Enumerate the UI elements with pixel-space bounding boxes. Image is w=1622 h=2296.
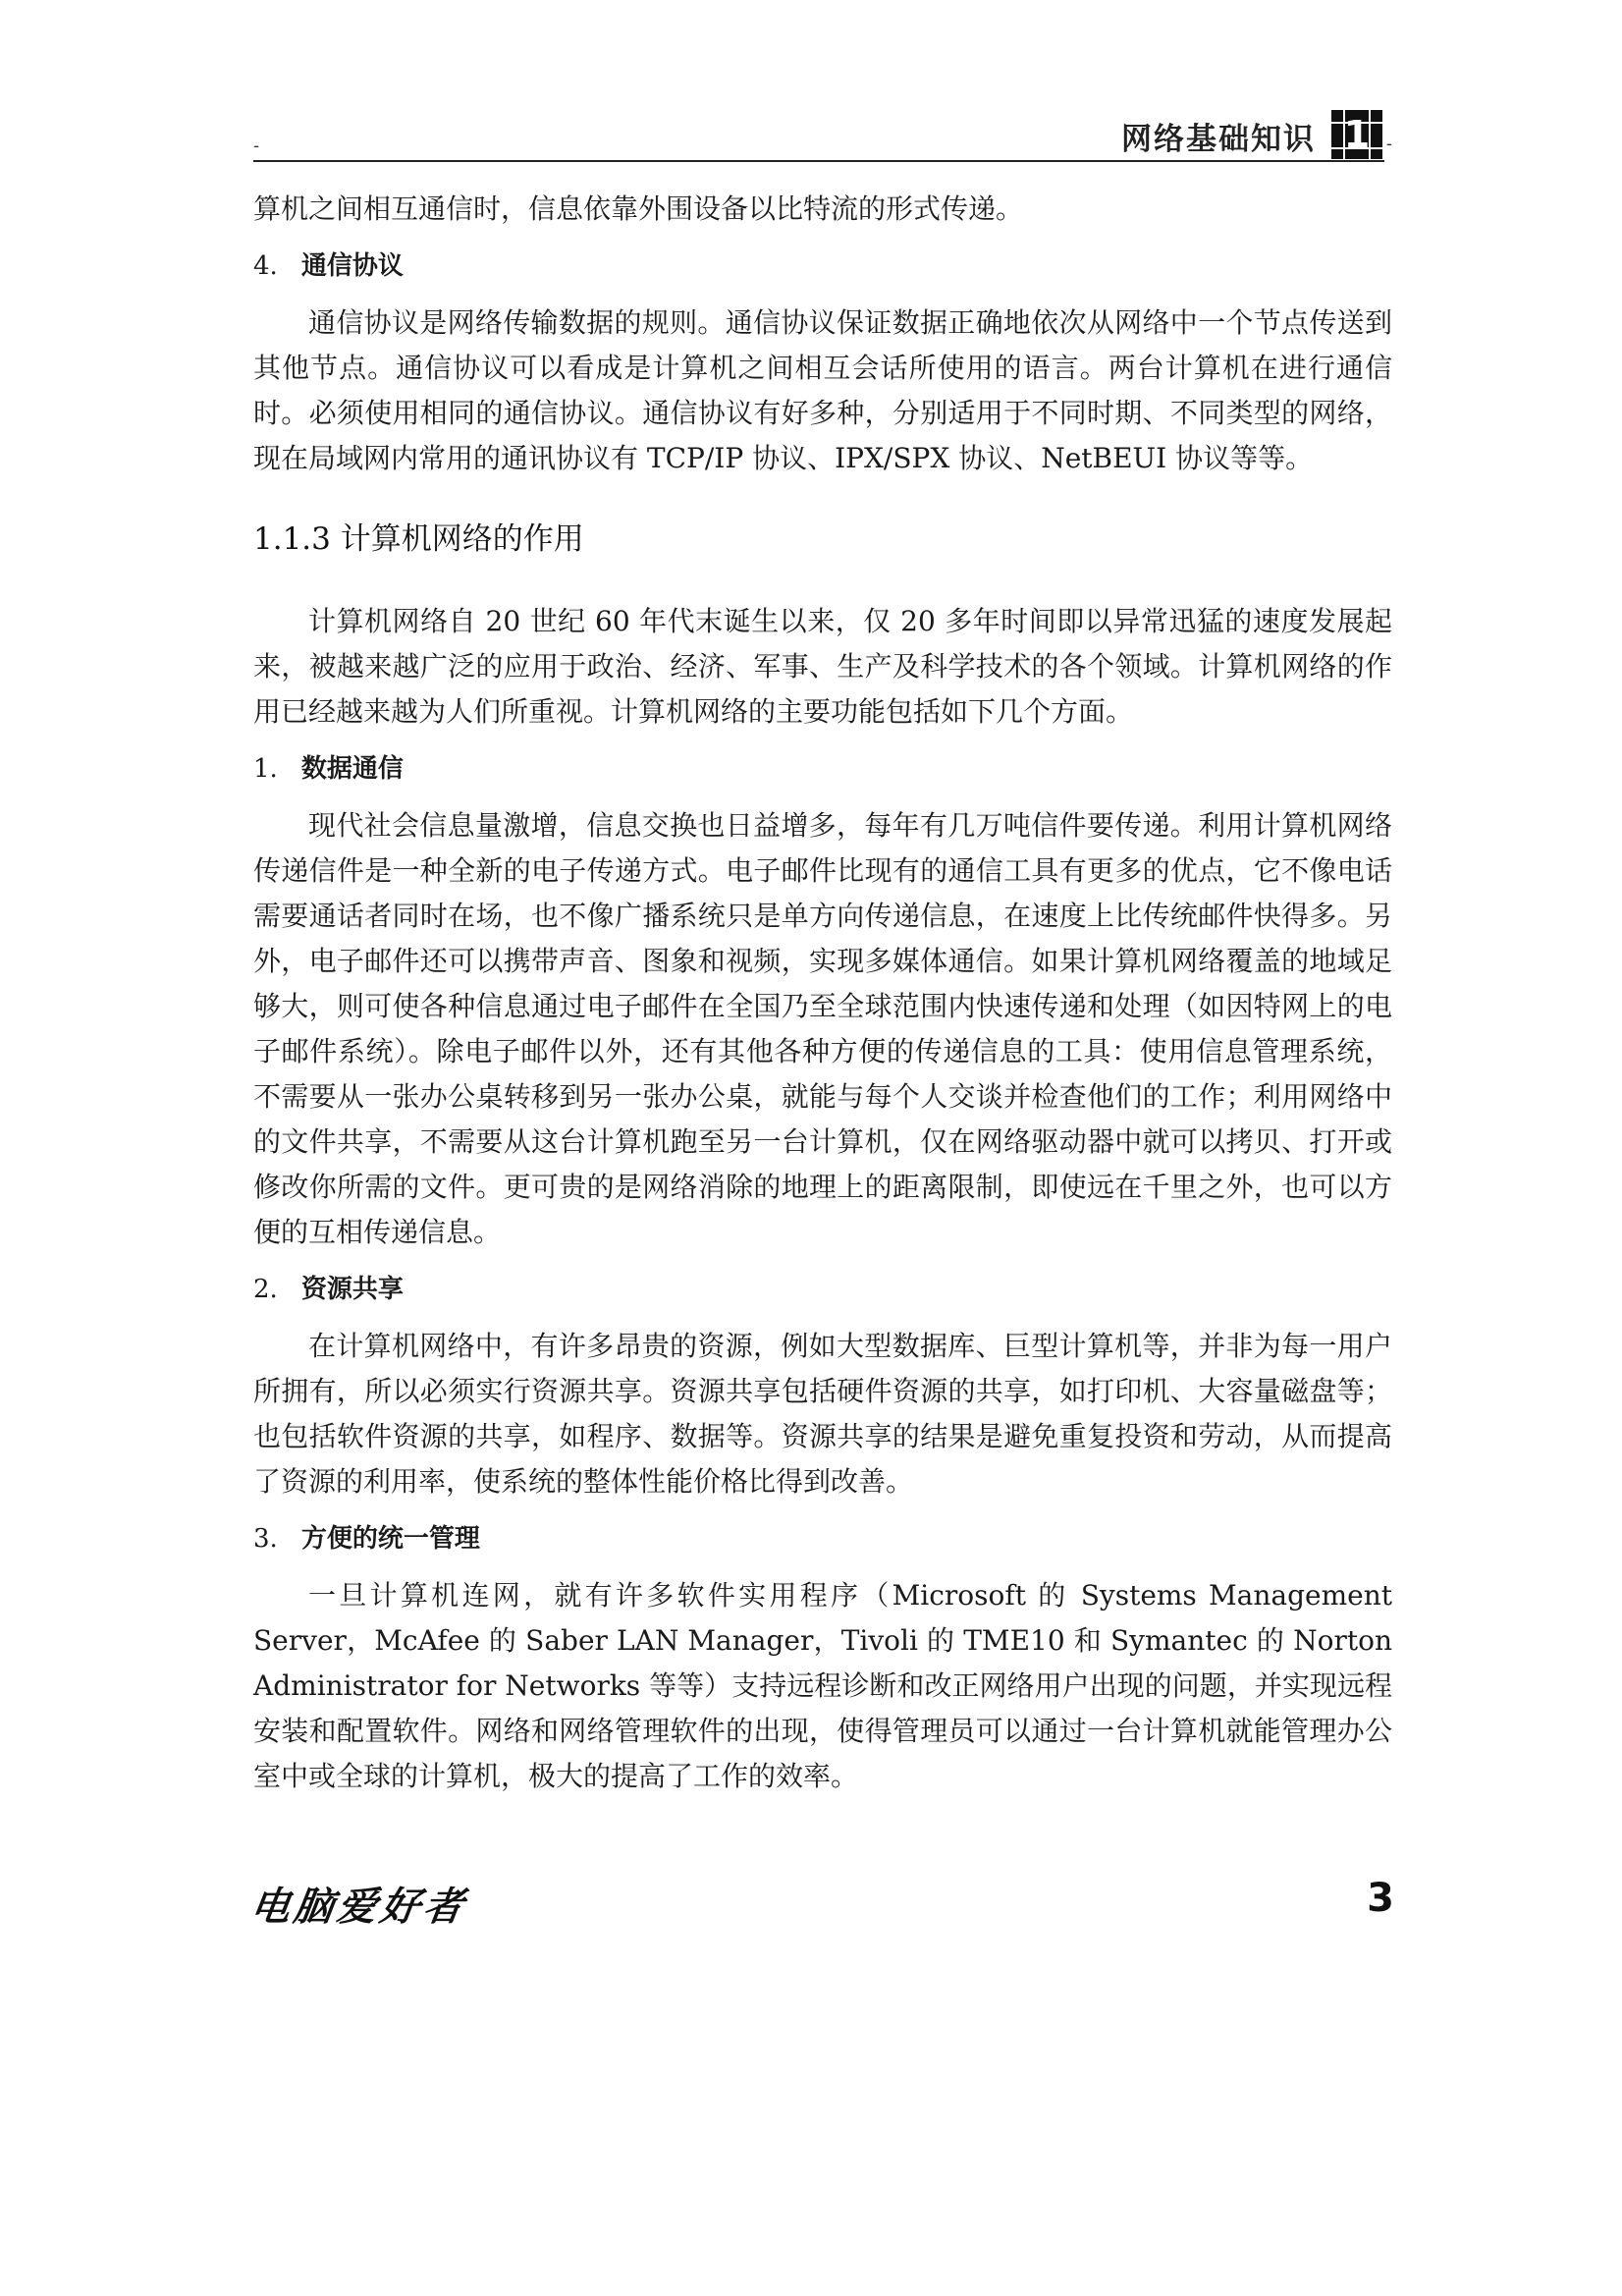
item-title: 资源共享 (300, 1275, 404, 1304)
section-title: 计算机网络的作用 (340, 521, 584, 557)
header-right-mark: - (1385, 134, 1392, 154)
page-number: 3 (1367, 1876, 1394, 1921)
paragraph-intro: 计算机网络自 20 世纪 60 年代末诞生以来，仅 20 多年时间即以异常迅猛的速度发展起来，被越来越广泛的应用于政治、经济、军事、生产及科学技术的各个领域。计算机网络的作用已经越来越为人们所重视。计算机网络的主要功能包括如下几个方面。 (253, 605, 1392, 728)
paragraph-protocol: 通信协议是网络传输数据的规则。通信协议保证数据正确地依次从网络中一个节点传送到其他节点。通信协议可以看成是计算机之间相互会话所使用的语言。两台计算机在进行通信时。必须使用相同的通信协议。通信协议有好多种，分别适用于不同时期、不同类型的网络，现在局域网内常用的通讯协议有 TCP/IP 协议、IPX/SPX 协议、NetBEUI 协议等等。 (253, 306, 1392, 474)
chapter-number-badge: 1 (1331, 110, 1382, 159)
item-number: 4. (253, 251, 278, 281)
item-title: 通信协议 (300, 251, 404, 281)
paragraph-data-communication: 现代社会信息量激增，信息交换也日益增多，每年有几万吨信件要传递。利用计算机网络传递信件是一种全新的电子传递方式。电子邮件比现有的通信工具有更多的优点，它不像电话需要通话者同时在场，也不像广播系统只是单方向传递信息，在速度上比传统邮件快得多。另外，电子邮件还可以携带声音、图象和视频，实现多媒体通信。如果计算机网络覆盖的地域足够大，则可使各种信息通过电子邮件在全国乃至全球范围内快速传递和处理（如因特网上的电子邮件系统）。除电子邮件以外，还有其他各种方便的传递信息的工具：使用信息管理系统，不需要从一张办公桌转移到另一张办公桌，就能与每个人交谈并检查他们的工作；利用网络中的文件共享，不需要从这台计算机跑至另一台计算机，仅在网络驱动器中就可以拷贝、打开或修改你所需的文件。更可贵的是网络消除的地理上的距离限制，即使远在千里之外，也可以方便的互相传递信息。 (253, 809, 1392, 1248)
paragraph-continued: 算机之间相互通信时，信息依靠外围设备以比特流的形式传递。 (253, 192, 1024, 225)
magazine-logo: 电脑爱好者 (247, 1884, 470, 1930)
page-body (253, 187, 1392, 1799)
item-heading-resource-sharing (253, 1267, 1392, 1312)
paragraph-unified-management: 一旦计算机连网，就有许多软件实用程序（Microsoft 的 Systems Management Server，McAfee 的 Saber LAN Manager，Tivoli 的 TME10 和 Symantec 的 Norton Administrator for Networks 等等）支持远程诊断和改正网络用户出现的问题，并实现远程安装和配置软件。网络和网络管理软件的出现，使得管理员可以通过一台计算机就能管理办公室中或全球的计算机，极大的提高了工作的效率。 (253, 1579, 1392, 1792)
item-title: 方便的统一管理 (300, 1524, 480, 1554)
paragraph-resource-sharing: 在计算机网络中，有许多昂贵的资源，例如大型数据库、巨型计算机等，并非为每一用户所拥有，所以必须实行资源共享。资源共享包括硬件资源的共享，如打印机、大容量磁盘等；也包括软件资源的共享，如程序、数据等。资源共享的结果是避免重复投资和劳动，从而提高了资源的利用率，使系统的整体性能价格比得到改善。 (253, 1330, 1392, 1498)
running-header (253, 106, 1392, 161)
section-heading (253, 515, 1392, 564)
section-number: 1.1.3 (253, 521, 331, 557)
item-title: 数据通信 (300, 754, 404, 784)
item-heading-data-communication (253, 746, 1392, 792)
header-left-mark: - (253, 136, 260, 156)
item-number: 2. (253, 1275, 278, 1304)
item-heading-unified-management (253, 1516, 1392, 1561)
item-number: 1. (253, 754, 278, 784)
chapter-title: 网络基础知识 (1121, 122, 1316, 157)
item-heading-protocol (253, 244, 1392, 289)
item-number: 3. (253, 1524, 278, 1554)
header-rule (253, 160, 1384, 162)
